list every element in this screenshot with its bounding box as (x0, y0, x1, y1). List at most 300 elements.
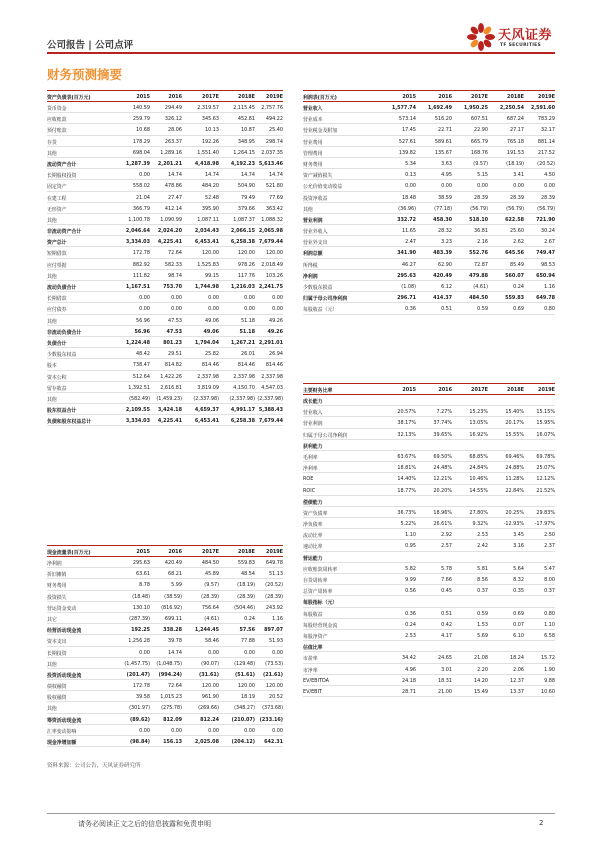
table-row (47, 180, 283, 191)
cell-value: 27.80% (469, 509, 488, 516)
row-label: 应付债券 (47, 307, 67, 314)
cell-value: 72.64 (167, 250, 182, 257)
table-row (47, 259, 283, 270)
table-row (47, 136, 283, 147)
table-row (47, 192, 283, 203)
cell-value: 85.49 (509, 261, 524, 268)
cell-value: 5.15 (477, 172, 488, 179)
cell-value: 8.00 (544, 577, 555, 583)
cell-value: 412.14 (164, 205, 182, 212)
cell-value: (210.07) (231, 716, 255, 723)
cell-value: 452.81 (237, 116, 255, 123)
cell-value: 6,453.41 (194, 418, 219, 425)
row-label: 归属于母公司净利润 (303, 296, 348, 303)
cell-value: 10.68 (135, 127, 150, 134)
cell-value: 25.82 (204, 351, 219, 358)
row-label: 净利率 (303, 466, 318, 473)
row-label: 成长能力 (303, 399, 323, 405)
cell-value: 814.46 (237, 362, 255, 369)
cell-value: 3.01 (441, 666, 452, 673)
cell-value: 7,679.44 (258, 239, 283, 246)
cell-value: 14.74 (167, 172, 182, 179)
cell-value: 5.47 (544, 565, 555, 572)
table-row (303, 686, 555, 697)
cell-value: 1,577.74 (391, 105, 416, 111)
cell-value: 49.06 (204, 317, 219, 324)
cell-value: 0.56 (405, 588, 416, 595)
table-row (47, 315, 283, 326)
cell-value: (20.52) (265, 582, 283, 589)
row-label: 营业费用 (303, 139, 323, 146)
cell-value: 2019E (538, 94, 555, 100)
cell-value: 1,087.37 (233, 216, 255, 223)
table-row (303, 406, 555, 417)
table-row (47, 359, 283, 370)
cell-value: 814.82 (164, 362, 182, 369)
row-label: 其他 (47, 706, 57, 713)
cell-value: 698.04 (132, 149, 150, 156)
cell-value: 15.15% (536, 409, 555, 416)
row-label: 其他 (47, 217, 57, 224)
row-label: 管理费用 (303, 150, 323, 157)
table-row (303, 124, 555, 135)
row-label: 营业税金及附加 (303, 128, 338, 135)
cell-value: 2.53 (405, 632, 416, 639)
cell-value: 1,244.45 (194, 627, 219, 634)
row-label: 其他 (47, 273, 57, 280)
cell-value: 484.50 (201, 560, 219, 566)
cell-value: 22.90 (473, 127, 488, 134)
cell-value: 326.12 (164, 116, 182, 123)
table-row (303, 641, 555, 652)
cell-value: 10.87 (240, 127, 255, 134)
cell-value: 1.16 (272, 615, 283, 622)
table-row (303, 485, 555, 496)
cell-value: 16.92% (469, 431, 488, 438)
row-label: 货币资金 (47, 106, 67, 112)
cell-value: 34.42 (401, 655, 416, 662)
table-row (47, 292, 283, 303)
table-row (303, 169, 555, 180)
table-row (303, 462, 555, 473)
cell-value: 120.00 (265, 250, 283, 257)
cell-value: 139.82 (398, 149, 416, 156)
cell-value: 2.92 (441, 532, 452, 539)
cell-value: 484.50 (469, 295, 488, 302)
table-row (303, 596, 555, 607)
table-row (303, 451, 555, 462)
row-label: 非流动负债合计 (47, 329, 82, 336)
cell-value: 27.17 (509, 127, 524, 134)
cell-value: 30.24 (540, 228, 555, 235)
table-row (47, 326, 283, 337)
cell-value: (18.19) (506, 160, 524, 167)
table-row (47, 691, 283, 702)
row-label: 营业收入 (303, 410, 323, 417)
cell-value: 9.32% (472, 521, 488, 528)
cell-value: 478.86 (164, 183, 182, 190)
row-label: 总资产周转率 (303, 589, 333, 596)
cell-value: 77.88 (240, 638, 255, 645)
cell-value: 1,289.16 (160, 149, 182, 156)
cell-value: 2015 (136, 549, 150, 555)
cell-value: 2018E (238, 94, 255, 100)
cell-value: 783.29 (537, 116, 555, 123)
row-label: 公允价值变动收益 (303, 184, 343, 191)
cell-value: 47.53 (166, 328, 182, 335)
cell-value: 120.00 (237, 683, 255, 690)
cell-value: (2,337.98) (257, 395, 283, 402)
cell-value: 32.13% (397, 431, 416, 438)
table-row (303, 417, 555, 428)
key-ratios-table (303, 383, 555, 697)
cell-value: 4,418.98 (194, 160, 219, 167)
row-label: 每股经营现金流 (303, 622, 338, 629)
cell-value: 120.00 (201, 250, 219, 257)
cell-value: 103.26 (265, 272, 283, 279)
cell-value: 2,337.98 (197, 373, 219, 380)
cell-value: 38.17% (397, 420, 416, 427)
cell-value: 77.69 (268, 194, 283, 201)
cell-value: (28.39) (237, 593, 255, 600)
cell-value: 25.40 (268, 127, 283, 134)
cell-value: (582.49) (129, 395, 150, 402)
cell-value: 243.92 (265, 604, 283, 611)
cell-value: 2,201.21 (157, 160, 182, 167)
cell-value: 5.99 (171, 582, 182, 589)
row-label: 营业外支出 (303, 240, 328, 247)
cell-value: 36.81 (473, 228, 488, 235)
cell-value: 0.00 (272, 295, 283, 302)
cell-value: 63.61 (135, 571, 150, 578)
cell-value: 0.00 (171, 727, 182, 734)
cell-value: 15.40% (505, 409, 524, 416)
cell-value: 2018E (238, 549, 255, 555)
cell-value: 135.67 (434, 149, 452, 156)
table-row (47, 124, 283, 135)
row-label: 毛利率 (303, 454, 318, 461)
row-label: 每股指标（元） (303, 600, 338, 607)
cell-value: 58.46 (204, 638, 219, 645)
cell-value: 98.74 (167, 272, 182, 279)
table-row (303, 529, 555, 540)
row-label: 其他 (47, 318, 57, 325)
row-label: 存货 (47, 139, 57, 146)
cell-value: 1,422.26 (160, 373, 182, 380)
cell-value: 582.33 (164, 261, 182, 268)
cell-value: 0.95 (405, 543, 416, 550)
row-label: 净利润 (303, 273, 318, 280)
cell-value: 812.09 (163, 716, 182, 723)
table-row (303, 585, 555, 596)
cell-value: 2016 (168, 549, 182, 555)
cell-value: 5.78 (441, 565, 452, 572)
cell-value: 2016 (438, 387, 452, 393)
cell-value: 338.28 (163, 627, 182, 634)
cell-value: 0.00 (244, 649, 255, 656)
row-label: 每股收益（元） (303, 307, 338, 314)
cell-value: 1.16 (544, 284, 555, 290)
cell-value: 2019E (266, 549, 283, 555)
cell-value: 0.00 (477, 183, 488, 190)
cell-value: 1,287.39 (125, 160, 150, 167)
cell-value: 527.61 (398, 138, 416, 145)
table-row (303, 259, 555, 270)
cell-value: 5,613.46 (258, 160, 283, 167)
cell-value: 3.23 (441, 239, 452, 246)
cell-value: (21.61) (263, 671, 283, 678)
table-row (303, 552, 555, 563)
cell-value: (28.39) (201, 593, 219, 600)
cell-value: 28.06 (167, 127, 182, 134)
cell-value: 414.37 (433, 295, 452, 302)
table-row (303, 608, 555, 619)
cell-value: 2015 (402, 387, 416, 393)
cell-value: 2,034.43 (194, 228, 219, 235)
table-row (47, 736, 283, 747)
table-row (47, 557, 283, 568)
cell-value: 0.00 (513, 183, 524, 190)
cell-value: 263.37 (164, 138, 182, 145)
cell-value: 0.00 (139, 172, 150, 179)
cell-value: 69.78% (536, 453, 555, 460)
row-label: 筹资活动现金流 (47, 717, 82, 724)
row-label: 其它 (47, 616, 57, 623)
row-label: ROIC (303, 487, 316, 494)
cell-value: 1,015.23 (160, 694, 182, 701)
cell-value: 4.95 (441, 172, 452, 179)
cell-value: 295.63 (132, 560, 150, 566)
cell-value: 18.81% (397, 465, 416, 472)
cell-value: 13.05% (469, 420, 488, 427)
cell-value: 2.16 (477, 239, 488, 246)
cell-value: 645.56 (505, 250, 524, 257)
cell-value: 0.59 (477, 306, 488, 313)
cell-value: 642.31 (264, 739, 283, 745)
cell-value: 63.67% (397, 453, 416, 460)
table-row (303, 652, 555, 663)
row-label: 其他 (303, 206, 313, 213)
cell-value: 521.80 (265, 183, 283, 190)
cell-value: 753.70 (163, 284, 182, 290)
cell-value: 484.20 (201, 183, 219, 190)
row-label: 股权融资 (47, 695, 67, 702)
cell-value: 573.14 (398, 116, 416, 123)
cell-value: 46.27 (401, 261, 416, 268)
cell-value: 6.58 (544, 632, 555, 639)
table-row (303, 507, 555, 518)
cell-value: (18.48) (132, 593, 150, 600)
page-number: 2 (539, 819, 544, 827)
cell-value: 10.60 (540, 688, 555, 695)
row-label: 资本支出 (47, 639, 67, 646)
table-row (47, 415, 283, 426)
table-row (47, 203, 283, 214)
table-row (47, 247, 283, 258)
cell-value: 0.00 (208, 295, 219, 302)
table-row (47, 270, 283, 281)
table-row (47, 102, 283, 113)
cell-value: 72.87 (473, 261, 488, 268)
cell-value: 2,250.54 (499, 105, 524, 111)
cell-value: 8.32 (513, 577, 524, 583)
logo-name: 天风证券 (498, 28, 553, 43)
cell-value: 0.37 (544, 588, 555, 595)
row-label: 其他 (47, 150, 57, 157)
cell-value: 0.00 (272, 727, 283, 734)
cell-value: 3.63 (441, 160, 452, 167)
cell-value: 6,258.38 (230, 239, 255, 246)
cell-value: 27.47 (167, 194, 182, 201)
cell-value: 10.46% (469, 476, 488, 483)
page-title: 财务预测摘要 (47, 67, 123, 82)
cell-value: 6.12 (441, 284, 452, 290)
row-label: 存货周转率 (303, 578, 328, 584)
cell-value: 2017E (471, 94, 488, 100)
table-header (47, 545, 283, 557)
cell-value: 21.52% (536, 487, 555, 494)
cell-value: 420.49 (433, 272, 452, 279)
cell-value: 28.71 (401, 688, 416, 695)
row-label: 营业成本 (303, 117, 323, 124)
cell-value: (98.84) (130, 739, 150, 745)
cell-value: 22.71 (437, 127, 452, 134)
cell-value: 1,264.15 (233, 149, 255, 156)
cell-value: 25.60 (509, 228, 524, 235)
cell-value: 348.95 (237, 138, 255, 145)
cell-value: 560.07 (505, 272, 524, 279)
cell-value: 1,950.25 (463, 105, 488, 111)
cell-value: 0.00 (272, 649, 283, 656)
cell-value: 756.64 (201, 604, 219, 611)
table-row (47, 147, 283, 158)
cell-value: 1.53 (477, 621, 488, 628)
cell-value: 483.39 (433, 250, 452, 257)
cell-value: 5.22% (400, 521, 416, 528)
cell-value: 341.90 (397, 250, 416, 257)
cell-value: 0.00 (208, 727, 219, 734)
row-label: 折旧摊销 (47, 572, 67, 579)
row-label: 长期借款 (47, 296, 67, 303)
cell-value: 28.39 (509, 194, 524, 201)
footer-disclaimer: 请务必阅读正文之后的信息披露和免责申明 (78, 820, 211, 828)
cell-value: 2,241.75 (258, 284, 283, 290)
cell-value: 28.39 (473, 194, 488, 201)
cell-value: (1.08) (401, 284, 416, 290)
row-label: 市盈率 (303, 656, 318, 663)
cell-value: 11.28% (505, 476, 524, 483)
cell-value: 156.13 (163, 739, 182, 745)
cell-value: (38.59) (164, 593, 182, 600)
table-row (47, 225, 283, 236)
row-label: 每股收益 (303, 611, 323, 618)
row-label: 短期借款 (47, 251, 67, 258)
cell-value: 168.76 (470, 149, 488, 156)
cell-value: 4,991.17 (230, 407, 255, 414)
table-row (303, 664, 555, 675)
table-row (303, 158, 555, 169)
cell-value: 0.00 (171, 306, 182, 313)
cell-value: 721.90 (536, 216, 555, 223)
cell-value: 49.26 (267, 328, 283, 335)
cell-value: 3.45 (513, 532, 524, 539)
cell-value: 1,216.03 (230, 284, 255, 290)
cell-value: 687.24 (506, 116, 524, 123)
table-row (47, 680, 283, 691)
cell-value: 332.72 (397, 216, 416, 223)
table-row (47, 393, 283, 404)
cell-value: 2,291.01 (258, 339, 283, 346)
row-label: 其他 (47, 396, 57, 403)
cell-value: 4.96 (405, 666, 416, 673)
row-label: 投资活动现金流 (47, 672, 82, 679)
row-label: 现金流量表(百万元) (47, 550, 91, 556)
cell-value: 420.49 (164, 560, 182, 566)
row-label: 现金净增加额 (47, 740, 77, 746)
row-label: 在建工程 (47, 195, 67, 202)
cell-value: 18.31 (437, 677, 452, 684)
cell-value: 1,100.78 (128, 216, 150, 223)
table-row (303, 675, 555, 686)
cell-value: 72.64 (167, 683, 182, 690)
cell-value: 295.63 (397, 272, 416, 279)
cell-value: 801.23 (163, 339, 182, 346)
cell-value: -12.93% (503, 521, 524, 528)
cell-value: 2.57 (441, 543, 452, 550)
row-label: 股本 (47, 363, 57, 370)
cell-value: 1,224.48 (125, 339, 150, 346)
cell-value: 0.36 (405, 610, 416, 617)
cell-value: 1,087.11 (197, 216, 219, 223)
row-label: 所得税 (303, 262, 318, 269)
income-statement-table (303, 90, 555, 315)
table-row (303, 102, 555, 113)
cell-value: 0.51 (441, 610, 452, 617)
cell-value: 0.00 (139, 727, 150, 734)
cell-value: 0.24 (244, 615, 255, 622)
cell-value: 0.00 (171, 295, 182, 302)
cell-value: 7.66 (441, 577, 452, 583)
cell-value: 14.74 (204, 172, 219, 179)
cell-value: 2,024.20 (157, 228, 182, 235)
cell-value: (1,457.75) (124, 660, 150, 667)
cell-value: 0.37 (477, 588, 488, 595)
cell-value: 5.81 (477, 565, 488, 572)
cell-value: 5.82 (405, 565, 416, 572)
cell-value: (1,048.75) (156, 660, 182, 667)
cell-value: (233.16) (259, 716, 283, 723)
table-row (47, 281, 283, 292)
table-row (303, 440, 555, 451)
row-label: 主要财务比率 (303, 388, 333, 394)
cell-value: 20.52 (268, 694, 283, 701)
cell-value: (90.07) (201, 660, 219, 667)
cell-value: 14.55% (469, 487, 488, 494)
cell-value: (269.66) (198, 705, 219, 712)
cell-value: 18.96% (433, 509, 452, 516)
company-logo (466, 22, 556, 54)
cell-value: 558.02 (132, 183, 150, 190)
cell-value: 516.20 (434, 116, 452, 123)
row-label: 营业利润 (303, 421, 323, 428)
row-label: 无形资产 (47, 206, 67, 213)
cell-value: 26.94 (268, 351, 283, 358)
cell-value: 738.47 (132, 362, 150, 369)
cell-value: (4.61) (473, 284, 488, 290)
row-label: 偿债能力 (303, 499, 323, 506)
cell-value: 458.30 (433, 216, 452, 223)
row-label: 少数股东损益 (303, 285, 333, 291)
